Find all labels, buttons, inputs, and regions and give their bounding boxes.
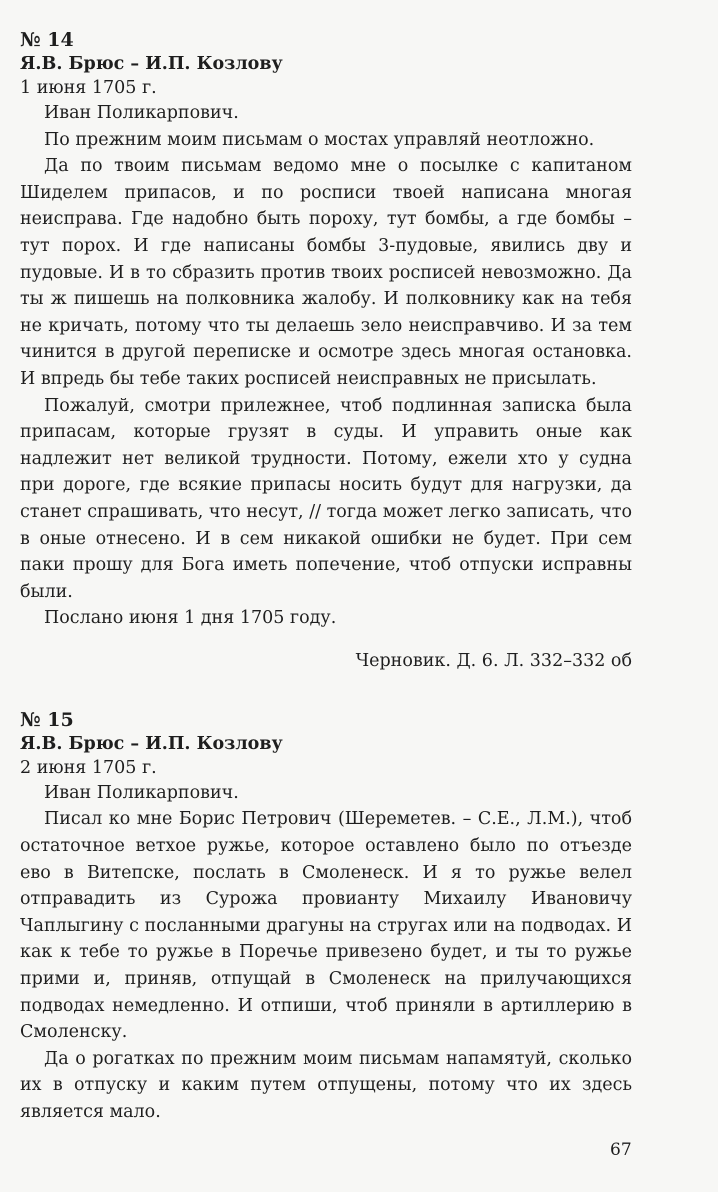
document-date: 1 июня 1705 г. — [20, 78, 157, 98]
page-content — [20, 28, 632, 1126]
paragraph: Писал ко мне Борис Петрович (Шереметев. – С.Е., Л.М.), чтоб остаточное ветхое ружье, которое оставлено было по отъезде ево в Витепске, послать в Смоленеск. И я то ружье велел отправадить из Сурожа провианту Михаилу Ивановичу Чаплыгину с посланными драгуны на стругах или на подводах. И как к тебе то ружье в Поречье привезено будет, и ты то ружье прими и, приняв, отпущай в Смоленеск на прилучающихся подводах немедленно. И отпиши, чтоб приняли в артиллерию в Смоленску. — [20, 809, 632, 1043]
document-14 — [20, 28, 632, 674]
document-date: 2 июня 1705 г. — [20, 757, 157, 778]
document-15 — [20, 708, 632, 1126]
paragraph: Пожалуй, смотри прилежнее, чтоб подлинная записка была припасам, которые грузят в суды. И управить оные как надлежит нет великой трудности. Потому, ежели хто у судна при дороге, где всякие припасы носить будут для нагрузки, да станет спрашивать, что несут, // тогда может легко записать, что в оные отнесено. И в сем никакой ошибки не будет. При сем паки прошу для Бога иметь попечение, чтоб отпуски исправны были. — [20, 395, 632, 602]
salutation: Иван Поликарпович. — [44, 103, 239, 123]
paragraph: По прежним моим письмам о мостах управляй неотложно. — [44, 129, 595, 150]
document-title: Я.В. Брюс – И.П. Козлову — [20, 54, 283, 74]
document-title: Я.В. Брюс – И.П. Козлову — [20, 733, 283, 754]
paragraph: Да о рогатках по прежним моим письмам напамятуй, сколько их в отпуску и каким путем отпущены, потому что их здесь является мало. — [20, 1048, 632, 1122]
document-number: № 15 — [20, 708, 74, 731]
salutation: Иван Поликарпович. — [44, 782, 239, 803]
paragraph: Послано июня 1 дня 1705 году. — [44, 608, 337, 629]
archival-source: Черновик. Д. 6. Л. 332–332 об — [355, 650, 632, 671]
paragraph: Да по твоим письмам ведомо мне о посылке с капитаном Шиделем припасов, и по росписи твоей написана многая неисправа. Где надобно быть пороху, тут бомбы, а где бомбы – тут порох. И где написаны бомбы 3-пудовые, явились дву и пудовые. И в то сбразить против твоих росписей невозможно. Да ты ж пишешь на полковника жалобу. И полковнику как на тебя не кричать, потому что ты делаешь зело неисправчиво. И за тем чинится в другой переписке и осмотре здесь многая остановка. И впредь бы тебе таких росписей неисправных не присылать. — [20, 156, 632, 389]
page-number: 67 — [610, 1140, 632, 1160]
document-number: № 14 — [20, 29, 74, 51]
